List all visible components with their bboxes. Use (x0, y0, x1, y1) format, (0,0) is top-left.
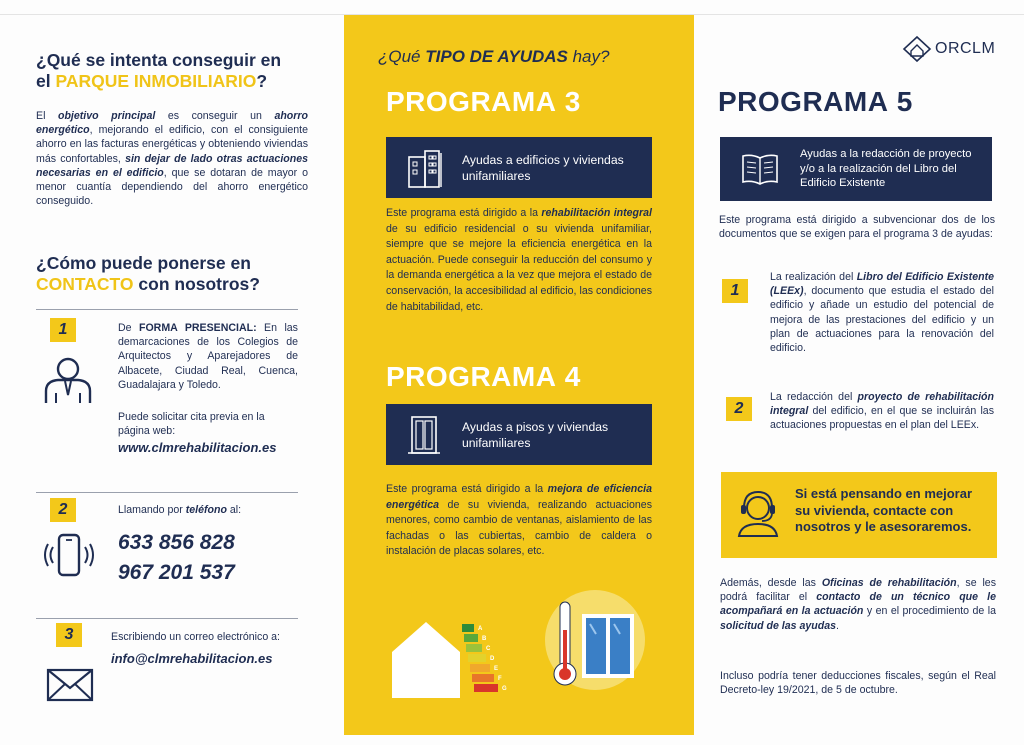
energy-letter-b: B (482, 636, 487, 642)
orclm-logo-text: ORCLM (935, 40, 996, 57)
text-run: de su edificio residencial o su vivienda unifamiliar, siempre que se mejore la eficiencia energética en la actuación. Puede conseguir la reducción del consumo y la demanda energética a la vez que mejora el estado de conservación, la accesibilidad al edificio, las condiciones de habitabilidad, etc. (386, 222, 652, 313)
parque-question-line2 (36, 71, 336, 92)
programa-3-title (386, 86, 581, 118)
text-run: Libro del Edificio Existente (LEEx) (770, 271, 994, 298)
programa-3-description (386, 206, 652, 315)
programa-4-label: PROGRAMA (386, 361, 557, 392)
programa-5-intro: Este programa está dirigido a subvencionar dos de los documentos que se exigen para el programa 3 de ayudas: (719, 214, 995, 241)
parque-question-prefix: el (36, 71, 56, 91)
phone-icon (44, 533, 94, 582)
rehab-offices-text (720, 576, 996, 633)
energy-letter-e: E (494, 666, 499, 672)
energy-letter-c: C (486, 646, 491, 652)
advice-callout (721, 472, 997, 558)
tax-deduction-text: Incluso podría tener deducciones fiscales, según el Real Decreto-ley 19/2021, de 5 de octubre. (720, 670, 996, 697)
text-run: del edificio, en el que se incluirán las actuaciones propuestas en el plan del LEEx. (770, 405, 994, 432)
separator-1 (36, 309, 298, 310)
in-person-text (118, 321, 298, 392)
contact-highlight: CONTACTO (36, 274, 134, 294)
programa-3-banner (386, 137, 652, 198)
parque-highlight: PARQUE INMOBILIARIO (55, 71, 257, 91)
aid-question-prefix: ¿Qué (378, 47, 426, 66)
programa-5-banner (720, 137, 992, 201)
programa-3-banner-text: Ayudas a edificios y viviendas unifamiliares (462, 152, 624, 183)
text-run: . (835, 619, 839, 632)
contact-number-3: 3 (56, 623, 82, 647)
energy-letter-f: F (498, 676, 502, 682)
text-run: De (118, 322, 139, 334)
person-icon (40, 355, 96, 410)
separator-2 (36, 492, 298, 493)
email-intro-text: Escribiendo un correo electrónico a: (111, 631, 281, 643)
text-run: ahorro energético (36, 110, 308, 137)
text-run: teléfono (185, 504, 227, 516)
contact-number-2: 2 (50, 498, 76, 522)
text-run: rehabilitación integral (541, 207, 652, 219)
energy-letter-g: G (502, 686, 507, 692)
text-run: Llamando por (118, 504, 186, 516)
contact-question-line1: ¿Cómo puede ponerse en (36, 253, 251, 273)
energy-bar-d (468, 654, 486, 662)
text-run: mejora de eficiencia energética (386, 483, 652, 511)
text-run: Oficinas de rehabilitación (821, 577, 957, 589)
orclm-logo (902, 36, 995, 62)
text-run: El (36, 110, 58, 122)
text-run: contacto de un técnico que le acompañará en la actuación (720, 591, 996, 618)
text-run: , mejorando el edificio, con el consiguiente ahorro en las facturas energéticas y obteniendo viviendas más confortables, (36, 124, 308, 165)
programa-5-label: PROGRAMA (718, 86, 889, 117)
contact-question-end: con nosotros? (133, 274, 260, 294)
programa-4-banner (386, 404, 652, 465)
text-run: FORMA PRESENCIAL: (138, 322, 257, 334)
parque-question-end: ? (256, 71, 268, 91)
text-run: y en el procedimiento de la (863, 605, 996, 618)
text-run: es conseguir un (155, 110, 275, 122)
text-run: La redacción del (770, 391, 858, 403)
energy-bar-e (470, 664, 490, 672)
aid-types-question (378, 47, 609, 67)
programa-4-title (386, 361, 581, 393)
energy-bar-b (464, 634, 478, 642)
window-thermometer-icon (530, 590, 660, 705)
email-link[interactable]: info@clmrehabilitacion.es (111, 651, 273, 666)
energy-letter-d: D (490, 656, 495, 662)
text-run: solicitud de las ayudas (720, 619, 836, 632)
contact-number-1: 1 (50, 318, 76, 342)
window-door-icon (386, 413, 462, 457)
phone-number-1[interactable]: 633 856 828 (118, 531, 235, 554)
objective-paragraph (36, 109, 308, 208)
text-run: objetivo principal (57, 110, 156, 122)
text-run: de su vivienda, realizando actuaciones menores, como cambio de ventanas, aislamiento de las fachadas o las cubiertas, cambio de caldera o instalación de placas solares, etc. (386, 498, 652, 558)
programa-3-number: 3 (564, 86, 581, 117)
phone-intro-text (118, 503, 298, 517)
text-run: Además, desde las (720, 577, 822, 589)
parque-question-line1: ¿Qué se intenta conseguir en (36, 50, 282, 70)
text-run: La realización del (770, 271, 857, 283)
energy-letter-a: A (478, 626, 483, 632)
energy-bar-f (472, 674, 494, 682)
contact-question-line2 (36, 274, 336, 295)
programa-5-item-1-text (770, 270, 994, 355)
phone-number-2[interactable]: 967 201 537 (118, 561, 235, 584)
appointment-text: Puede solicitar cita previa en la página web: (118, 411, 265, 438)
separator-3 (36, 618, 298, 619)
building-icon (386, 147, 462, 189)
text-run: al: (226, 504, 242, 516)
text-run: proyecto de rehabilitación integral (770, 391, 994, 418)
aid-question-bold: TIPO DE AYUDAS (425, 47, 568, 66)
programa-5-item-2-number: 2 (726, 397, 752, 421)
programa-5-banner-text: Ayudas a la redacción de proyecto y/o a la realización del Libro del Edificio Existente (800, 148, 972, 190)
energy-bar-c (466, 644, 482, 652)
energy-bar-a (462, 624, 474, 632)
programa-5-item-2-text (770, 390, 994, 433)
programa-5-number: 5 (896, 86, 913, 117)
headset-agent-icon (735, 488, 781, 543)
text-run: Este programa está dirigido a la (386, 207, 542, 219)
energy-house-icon (388, 618, 507, 707)
text-run: En las demarcaciones de los Colegios de Arquitectos y Aparejadores de Albacete, Ciudad Real, Cuenca, Guadalajara y Toledo. (118, 322, 298, 391)
text-run: , se les podrá facilitar el (720, 577, 996, 604)
text-run: , que se dotaran de mayor o menor cuantía dependiendo del ahorro energético conseguido. (36, 166, 308, 208)
programa-3-label: PROGRAMA (386, 86, 557, 117)
programa-5-title (718, 86, 913, 118)
parque-question-heading (36, 50, 336, 92)
programa-5-item-1-number: 1 (722, 279, 748, 303)
energy-bar-g (474, 684, 498, 692)
advice-callout-text: Si está pensando en mejorar su vivienda, contacte con nosotros y le asesoraremos. (795, 486, 973, 534)
contact-question-heading (36, 253, 336, 295)
orclm-logo-icon (902, 36, 932, 62)
text-run: Este programa está dirigido a la (386, 483, 548, 495)
book-icon (720, 152, 800, 186)
website-link[interactable]: www.clmrehabilitacion.es (118, 440, 277, 455)
programa-4-number: 4 (564, 361, 581, 392)
text-run: sin dejar de lado otras actuaciones necesarias en el edificio (36, 152, 308, 179)
aid-question-end: hay? (567, 47, 610, 66)
programa-4-description (386, 482, 652, 560)
programa-4-banner-text: Ayudas a pisos y viviendas unifamiliares (462, 419, 609, 450)
text-run: , documento que estudia el estado del edificio y añade un estudio del potencial de mejora de las prestaciones del edificio y un plan de actuaciones para la renovación del edificio. (770, 285, 994, 355)
envelope-icon (46, 668, 94, 707)
